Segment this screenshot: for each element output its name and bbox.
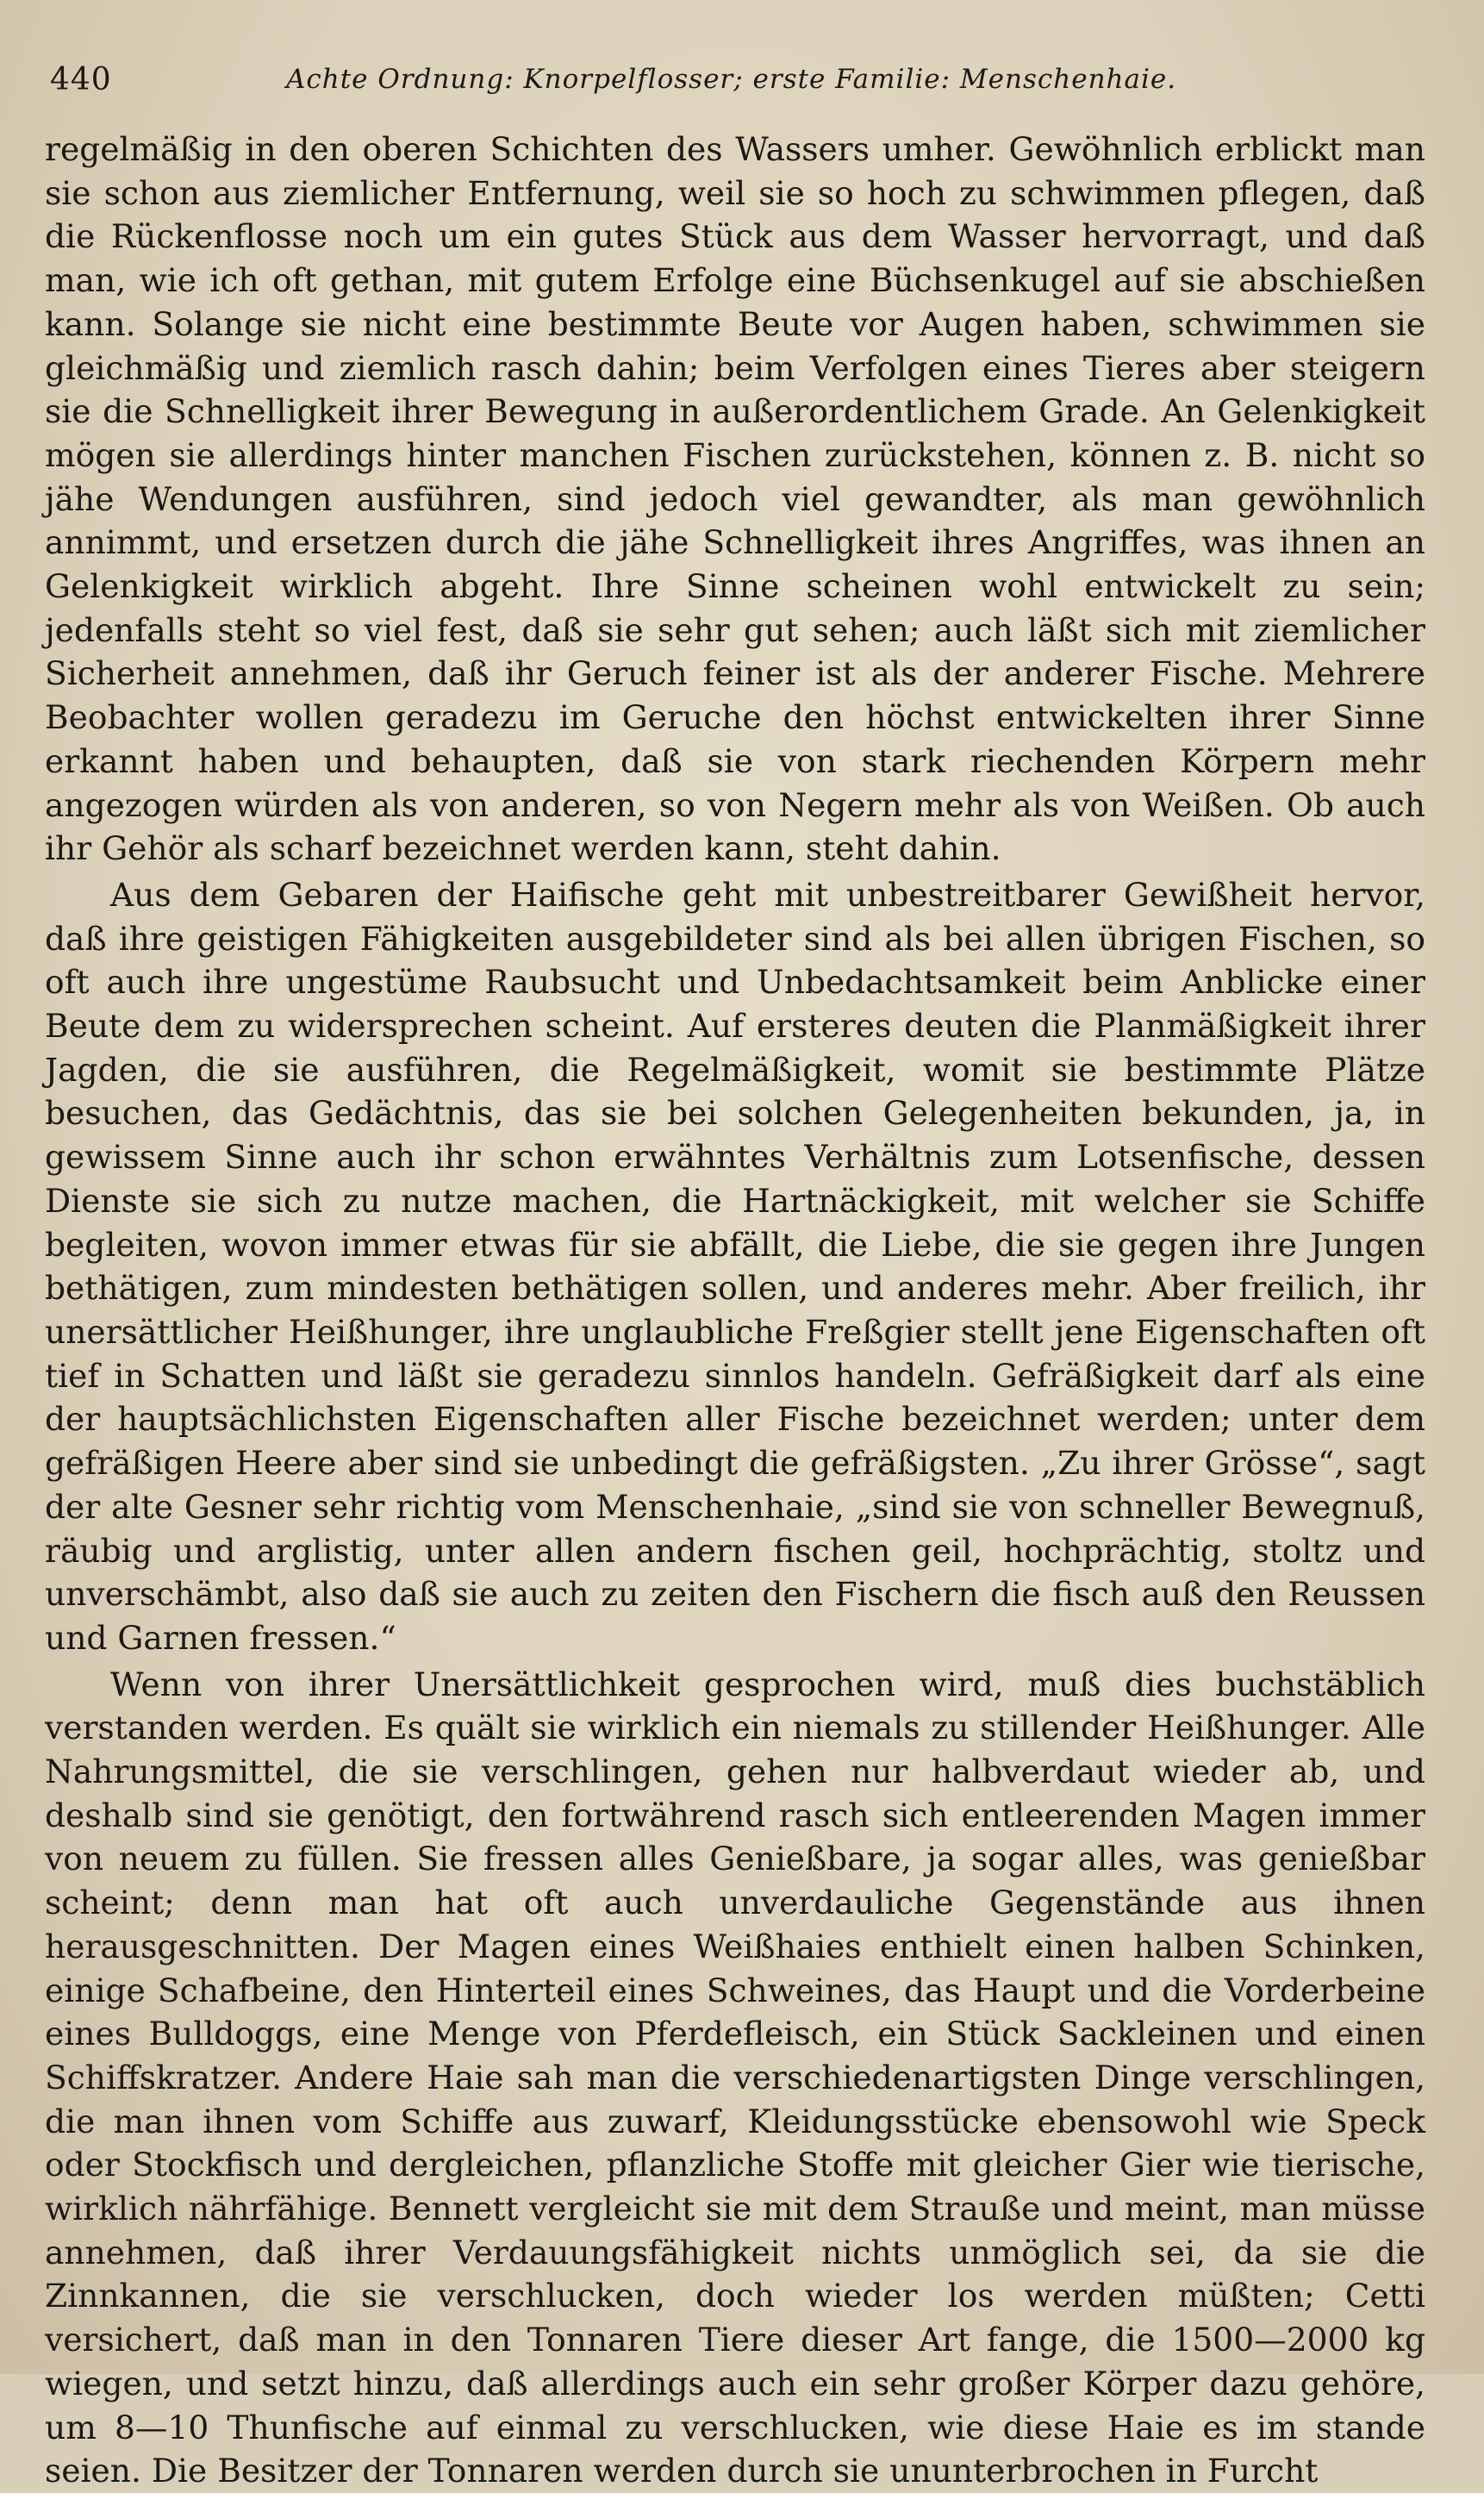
paragraph-2: Aus dem Gebaren der Haifische geht mit unbestreitbarer Gewißheit hervor, daß ihre geistigen Fähigkeiten ausgebildeter sind als bei allen übrigen Fischen, so oft auch ihre ungestüme Raubsucht und Unbedachtsamkeit beim Anblicke einer Beute dem zu widersprechen scheint. Auf ersteres deuten die Planmäßigkeit ihrer Jagden, die sie ausführen, die Regelmäßigkeit, womit sie bestimmte Plätze besuchen, das Gedächtnis, das sie bei solchen Gelegenheiten bekunden, ja, in gewissem Sinne auch ihr schon erwähntes Verhältnis zum Lotsenfische, dessen Dienste sie sich zu nutze machen, die Hartnäckigkeit, mit welcher sie Schiffe begleiten, wovon immer etwas für sie abfällt, die Liebe, die sie gegen ihre Jungen bethätigen, zum mindesten bethätigen sollen, und anderes mehr. Aber freilich, ihr unersättlicher Heißhunger, ihre unglaubliche Freßgier stellt jene Eigenschaften oft tief in Schatten und läßt sie geradezu sinnlos handeln. Gefräßigkeit darf als eine der hauptsächlichsten Eigenschaften aller Fische bezeichnet werden; unter dem gefräßigen Heere aber sind sie unbedingt die gefräßigsten. „Zu ihrer Grösse“, sagt der alte Gesner sehr richtig vom Menschenhaie, „sind sie von schneller Bewegnuß, räubig und arglistig, unter allen andern fischen geil, hochprächtig, stoltz und unverschämbt, also daß sie auch zu zeiten den Fischern die fisch auß den Reussen und Garnen fressen.“ xyxy=(45,875,1425,1657)
page-number: 440 xyxy=(50,62,112,97)
page-header xyxy=(45,62,1432,114)
body-text xyxy=(45,128,1425,2493)
paragraph-3: Wenn von ihrer Unersättlichkeit gesprochen wird, muß dies buchstäblich verstanden werden. Es quält sie wirklich ein niemals zu stillender Heißhunger. Alle Nahrungsmittel, die sie verschlingen, gehen nur halbverdaut wieder ab, und deshalb sind sie genötigt, den fortwährend rasch sich entleerenden Magen immer von neuem zu füllen. Sie fressen alles Genießbare, ja sogar alles, was genießbar scheint; denn man hat oft auch unverdauliche Gegenstände aus ihnen herausgeschnitten. Der Magen eines Weißhaies enthielt einen halben Schinken, einige Schafbeine, den Hinterteil eines Schweines, das Haupt und die Vorderbeine eines Bulldoggs, eine Menge von Pferdefleisch, ein Stück Sackleinen und einen Schiffskratzer. Andere Haie sah man die verschiedenartigsten Dinge verschlingen, die man ihnen vom Schiffe aus zuwarf, Kleidungsstücke ebensowohl wie Speck oder Stockfisch und dergleichen, pflanzliche Stoffe mit gleicher Gier wie tierische, wirklich nährfähige. Bennett vergleicht sie mit dem Strauße und meint, man müsse annehmen, daß ihrer Verdauungsfähigkeit nichts unmöglich sei, da sie die Zinnkannen, die sie verschlucken, doch wieder los werden müßten; Cetti versichert, daß man in den Tonnaren Tiere dieser Art fange, die 1500—2000 kg wiegen, und setzt hinzu, daß allerdings auch ein sehr großer Körper dazu gehöre, um 8—10 Thunfische auf einmal zu verschlucken, wie diese Haie es im stande seien. Die Besitzer der Tonnaren werden durch sie ununterbrochen in Furcht xyxy=(45,1665,1425,2490)
paragraph-1: regelmäßig in den oberen Schichten des Wassers umher. Gewöhnlich erblickt man sie schon aus ziemlicher Entfernung, weil sie so hoch zu schwimmen pflegen, daß die Rückenflosse noch um ein gutes Stück aus dem Wasser hervorragt, und daß man, wie ich oft gethan, mit gutem Erfolge eine Büchsenkugel auf sie abschießen kann. Solange sie nicht eine bestimmte Beute vor Augen haben, schwimmen sie gleichmäßig und ziemlich rasch dahin; beim Verfolgen eines Tieres aber steigern sie die Schnelligkeit ihrer Bewegung in außerordentlichem Grade. An Gelenkigkeit mögen sie allerdings hinter manchen Fischen zurückstehen, können z. B. nicht so jähe Wendungen ausführen, sind jedoch viel gewandter, als man gewöhnlich annimmt, und ersetzen durch die jähe Schnelligkeit ihres Angriffes, was ihnen an Gelenkigkeit wirklich abgeht. Ihre Sinne scheinen wohl entwickelt zu sein; jedenfalls steht so viel fest, daß sie sehr gut sehen; auch läßt sich mit ziemlicher Sicherheit annehmen, daß ihr Geruch feiner ist als der anderer Fische. Mehrere Beobachter wollen geradezu im Geruche den höchst entwickelten ihrer Sinne erkannt haben und behaupten, daß sie von stark riechenden Körpern mehr angezogen würden als von anderen, so von Negern mehr als von Weißen. Ob auch ihr Gehör als scharf bezeichnet werden kann, steht dahin. xyxy=(45,130,1425,868)
running-head: Achte Ordnung: Knorpelflosser; erste Familie: Menschenhaie. xyxy=(286,64,1177,95)
